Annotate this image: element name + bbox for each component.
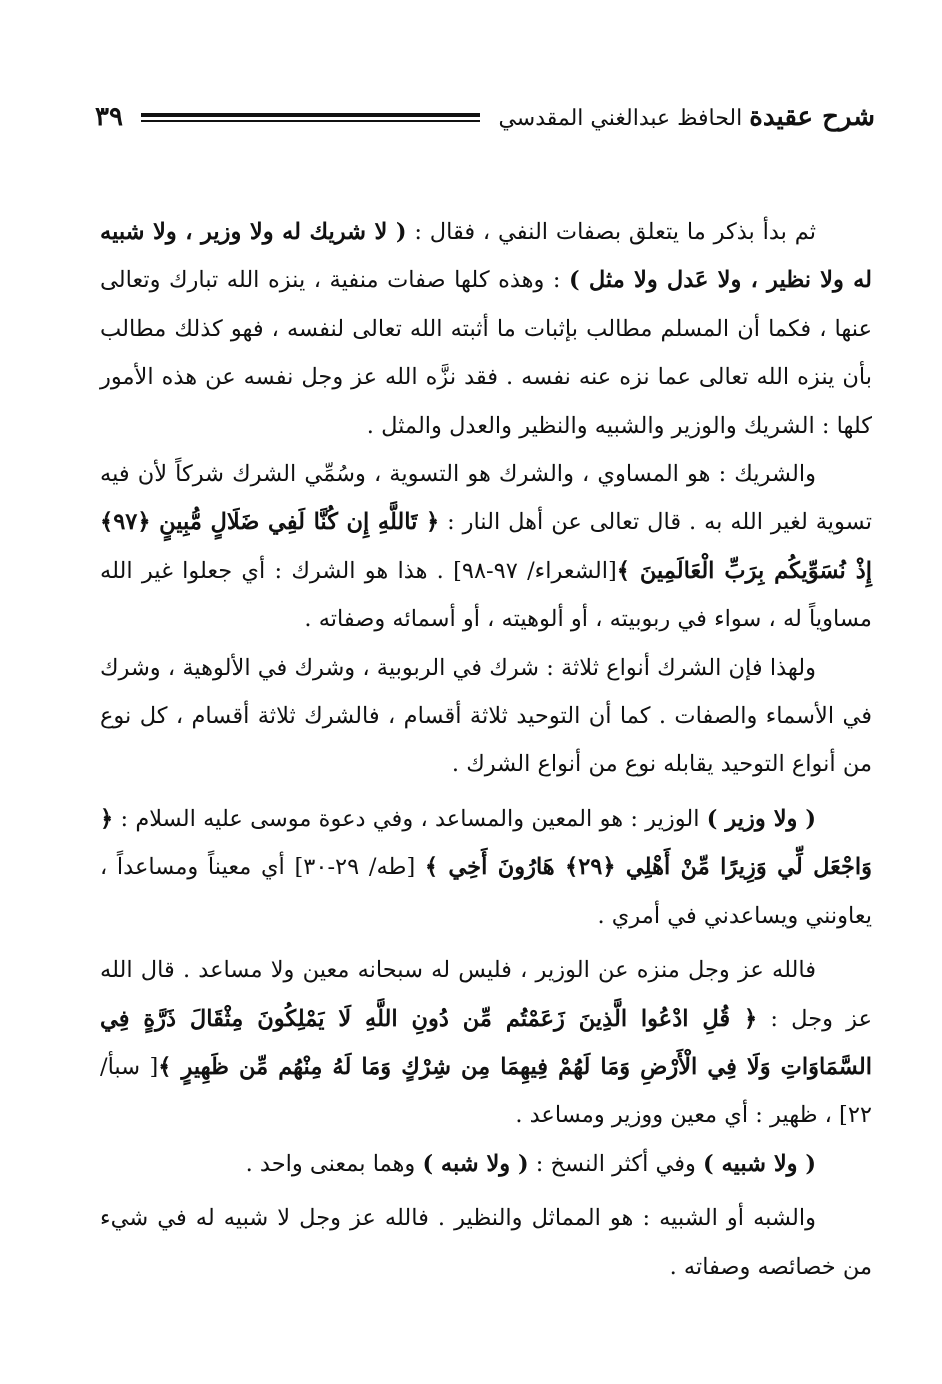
paragraph — [100, 450, 872, 644]
paragraph — [100, 644, 872, 789]
bold-phrase: ( ولا شبه ) — [422, 1150, 529, 1177]
page-number: ٣٩ — [95, 102, 123, 132]
paragraph — [100, 208, 872, 450]
running-title-rest: الحافظ عبدالغني المقدسي — [498, 106, 743, 131]
text-run: وهما بمعنى واحد . — [245, 1150, 423, 1177]
bold-phrase: ( ولا وزير ) — [706, 805, 816, 832]
text-run: [طه/ ٢٩-٣٠] أي معيناً ومساعداً ، يعاونني ويساعدني في أمري . — [100, 854, 872, 929]
bold-phrase: ﴿ قُلِ ادْعُوا الَّذِينَ زَعَمْتُم مِّن دُونِ اللَّهِ لَا يَمْلِكُونَ مِثْقَالَ ذَرَّةٍ فِي السَّمَاوَاتِ وَلَا فِي الْأَرْضِ وَمَا لَهُمْ فِيهِمَا مِن شِرْكٍ وَمَا لَهُ مِنْهُم مِّن ظَهِيرٍ ﴾ — [100, 1005, 872, 1080]
header-rule — [141, 113, 481, 122]
paragraph — [100, 795, 872, 940]
running-title-bold: شرح عقيدة — [749, 102, 875, 132]
paragraph — [100, 946, 872, 1140]
text-run: وفي أكثر النسخ : — [528, 1150, 704, 1177]
text-run: والشريك : هو المساوي ، والشرك هو التسوية ، وسُمِّي الشرك شركاً لأن فيه تسوية لغير الله به . قال تعالى عن أهل النار : — [100, 461, 872, 536]
running-title — [498, 102, 875, 132]
text-run: والشبه أو الشبيه : هو المماثل والنظير . فالله عز وجل لا شبيه له في شيء من خصائصه وصفاته . — [100, 1205, 872, 1280]
bold-phrase: ( لا شريك له ولا وزير ، ولا شبيه له ولا نظير ، ولا عَدل ولا مثل ) — [100, 219, 872, 294]
text-run: الوزير : هو المعين والمساعد ، وفي دعوة موسى عليه السلام : — [113, 805, 707, 832]
paragraph — [100, 1140, 872, 1188]
bold-phrase: ﴿ تَاللَّهِ إِن كُنَّا لَفِي ضَلَالٍ مُّبِينٍ ﴿٩٧﴾ إِذْ نُسَوِّيكُم بِرَبِّ الْعَالَمِينَ ﴾ — [100, 509, 872, 584]
paragraph — [100, 1194, 872, 1291]
page-body — [100, 208, 872, 1291]
text-run: [ سبأ/ ٢٢] ، ظهير : أي معين ووزير ومساعد . — [100, 1053, 872, 1129]
text-run: فالله عز وجل منزه عن الوزير ، فليس له سبحانه معين ولا مساعد . قال الله عز وجل : — [100, 957, 872, 1032]
text-run: ولهذا فإن الشرك أنواع ثلاثة : شرك في الربوبية ، وشرك في الألوهية ، وشرك في الأسماء والصفات . كما أن التوحيد ثلاثة أقسام ، فالشرك ثلاثة أقسام ، كل نوع من أنواع التوحيد يقابله نوع من أنواع الشرك . — [100, 654, 872, 778]
running-header — [95, 92, 875, 142]
bold-phrase: ﴿ وَاجْعَل لِّي وَزِيرًا مِّنْ أَهْلِي ﴿٢٩﴾ هَارُونَ أَخِي ﴾ — [100, 805, 872, 881]
text-run: ثم بدأ بذكر ما يتعلق بصفات النفي ، فقال : — [406, 219, 816, 245]
text-run: [الشعراء/ ٩٧-٩٨] . هذا هو الشرك : أي جعلوا غير الله مساوياً له ، سواء في ربوبيته ، أو ألوهيته ، أو أسمائه وصفاته . — [100, 557, 872, 633]
bold-phrase: ( ولا شبيه ) — [703, 1150, 816, 1177]
text-run: : وهذه كلها صفات منفية ، ينزه الله تبارك وتعالى عنها ، فكما أن المسلم مطالب بإثبات ما أثبته الله تعالى لنفسه ، فهو كذلك مطالب بأن ينزه الله تعالى عما نزه عنه نفسه . فقد نزَّه الله عز وجل نفسه عن هذه الأمور كلها : الشريك والوزير والشبيه والنظير والعدل والمثل . — [100, 267, 872, 439]
